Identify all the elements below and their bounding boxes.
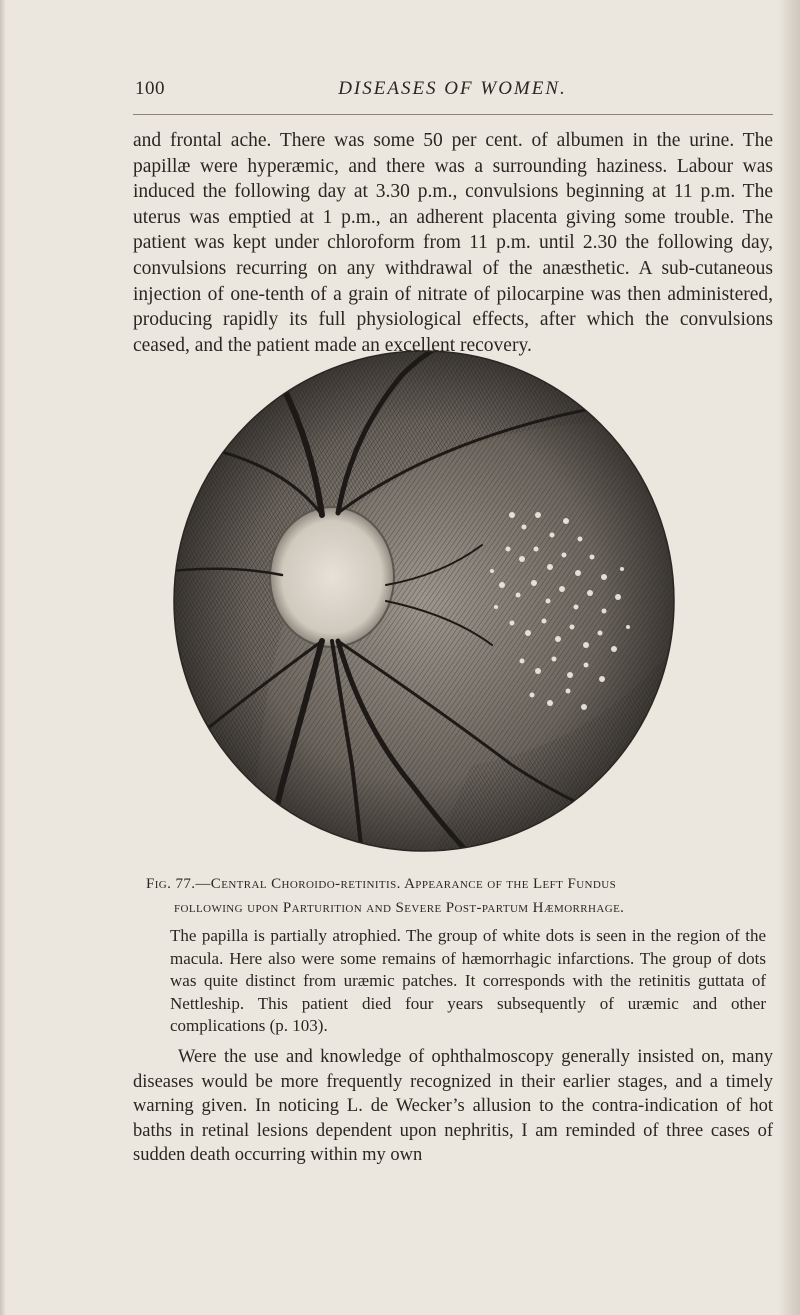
page-left-edge <box>0 0 6 1315</box>
figure-caption-body: The papilla is partially atrophied. The group of white dots is seen in the region of the macula. Here also were some remains of hæmorrhagic infarctions. The group of dots was quite distinct from uræmic patches. It corresponds with the retinitis guttata of Nettleship. This patient died four years subsequently of uræmic and other complications (p. 103). <box>170 926 766 1036</box>
running-head: DISEASES OF WOMEN. <box>338 78 567 99</box>
body-paragraph-top: and frontal ache. There was some 50 per cent. of albumen in the urine. The papillæ were hyperæmic, and there was a surrounding haziness. Labour was induced the following day at 3.30 p.m., convulsions beginning at 11 p.m. The uterus was emptied at 1 p.m., an adherent placenta giving some trouble. The patient was kept under chloroform from 11 p.m. until 2.30 the following day, convulsions recurring on any withdrawal of the anæsthetic. A sub-cutaneous injection of one-tenth of a grain of nitrate of pilocarpine was then administered, producing rapidly its full physiological effects, after which the convulsions ceased, and the patient made an excellent recovery. <box>133 130 773 356</box>
body-paragraph-bottom: Were the use and knowledge of ophthalmoscopy generally insisted on, many diseases would be more frequently recognized in their earlier stages, and a timely warning given. In noticing L. de Wecker’s allusion to the contra-indication of hot baths in retinal lesions dependent upon nephritis, I am reminded of three cases of sudden death occurring within my own <box>133 1047 773 1166</box>
caption-title-line-1: Fig. 77.—Central Choroido-retinitis. Appearance of the Left Fundus <box>146 876 617 892</box>
header-rule <box>133 114 773 115</box>
page-number: 100 <box>135 78 165 99</box>
caption-title-line-2: following upon Parturition and Severe Post-partum Hæmorrhage. <box>174 900 625 916</box>
page-header <box>135 78 770 108</box>
fundus-illustration <box>172 345 676 857</box>
papilla <box>270 507 394 647</box>
figure-caption-title <box>146 872 766 920</box>
page-right-edge <box>778 0 800 1315</box>
